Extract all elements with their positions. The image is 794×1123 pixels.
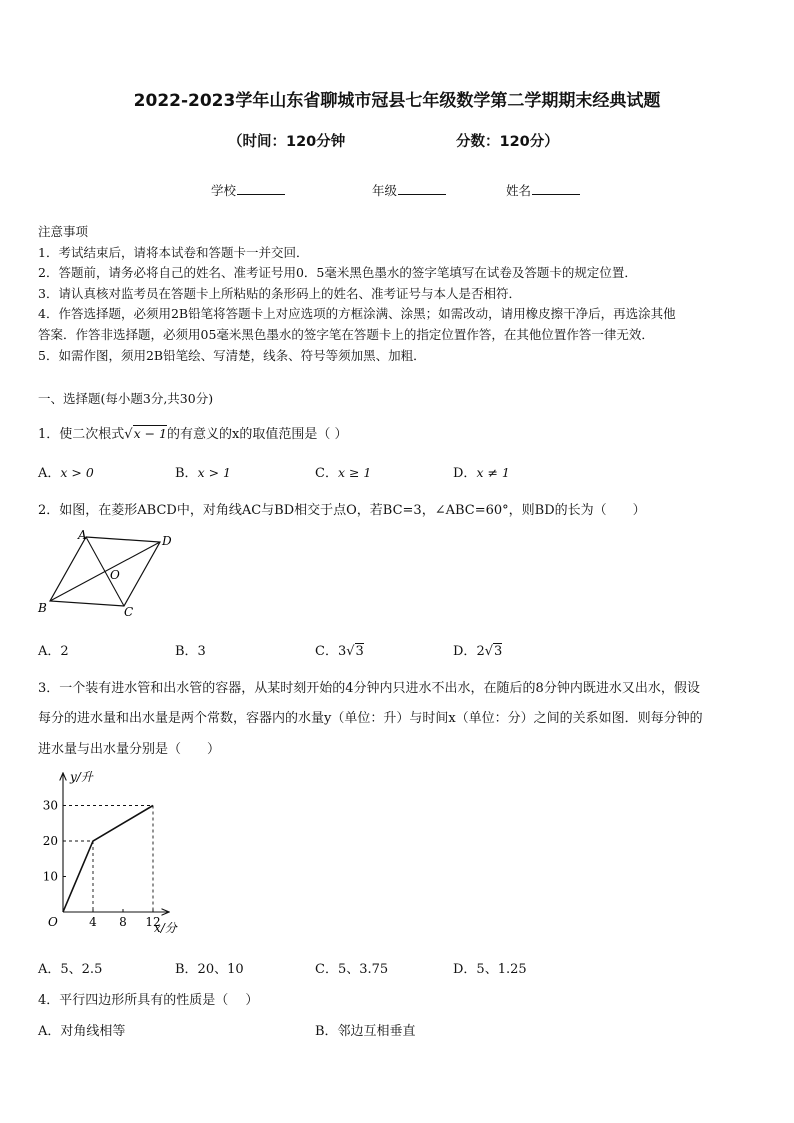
q2-option-d[interactable] — [453, 640, 502, 659]
name-label: 姓名 — [506, 183, 532, 198]
q3-option-b[interactable]: B．20、10 — [175, 962, 244, 977]
question-2: 2．如图，在菱形ABCD中，对角线AC与BD相交于点O，若BC=3，∠ABC=60°，则BD的长为（ ） — [38, 503, 646, 518]
name-blank[interactable] — [532, 182, 580, 195]
q2-option-c[interactable] — [315, 640, 364, 659]
grade-blank[interactable] — [398, 182, 446, 195]
q4-option-a[interactable]: A．对角线相等 — [38, 1024, 126, 1039]
x-tick-label: 12 — [145, 915, 161, 929]
option-value: x ≠ 1 — [476, 465, 510, 480]
school-blank[interactable] — [237, 182, 285, 195]
label-d: D — [162, 534, 172, 548]
option-value: x > 0 — [60, 465, 94, 480]
grade-field[interactable] — [372, 181, 446, 199]
q1-text-pre: 1．使二次根式 — [38, 427, 125, 442]
rhombus-figure — [36, 528, 186, 620]
notes-block — [38, 222, 676, 366]
option-value: x > 1 — [197, 465, 231, 480]
section-heading: 一、选择题(每小题3分,共30分) — [38, 391, 214, 406]
sqrt-symbol: √3 — [484, 644, 503, 659]
q3-option-d[interactable]: D．5、1.25 — [453, 962, 527, 977]
option-coef: 3 — [337, 644, 347, 659]
q4-option-b[interactable]: B．邻边互相垂直 — [315, 1024, 416, 1039]
note-item: 2．答题前，请务必将自己的姓名、准考证号用0．5毫米黑色墨水的签字笔填写在试卷及答题卡的规定位置． — [38, 265, 637, 281]
exam-score: 分数：120分） — [456, 134, 559, 150]
notes-heading: 注意事项 — [38, 224, 89, 239]
question-4: 4．平行四边形所具有的性质是（ ） — [38, 993, 259, 1008]
option-letter: C． — [315, 466, 338, 481]
school-label: 学校 — [211, 183, 237, 198]
option-letter: D． — [453, 644, 477, 659]
q3-option-c[interactable]: C．5、3.75 — [315, 962, 389, 977]
label-a: A — [78, 528, 87, 542]
y-tick-label: 10 — [42, 869, 58, 884]
y-axis-label: y/升 — [70, 770, 93, 784]
q1-option-c[interactable] — [315, 462, 371, 481]
sqrt-symbol: √3 — [346, 644, 364, 659]
q2-option-b[interactable]: B．3 — [175, 644, 206, 659]
option-value: x ≥ 1 — [337, 465, 372, 480]
note-item: 1．考试结束后，请将本试卷和答题卡一并交回． — [38, 244, 309, 260]
q3-option-a[interactable]: A．5、2.5 — [38, 962, 103, 977]
grade-label: 年级 — [372, 183, 398, 198]
x-tick-label: 8 — [119, 915, 127, 929]
option-letter: A． — [38, 466, 61, 481]
label-b: B — [38, 601, 47, 615]
q1-option-d[interactable] — [453, 462, 510, 481]
note-item: 5．如需作图，须用2B铅笔绘、写清楚，线条、符号等须加黑、加粗． — [38, 347, 426, 363]
name-field[interactable] — [506, 181, 580, 199]
y-tick-label: 30 — [42, 798, 58, 813]
q1-radical: √x − 1 — [124, 426, 168, 442]
option-radicand: 3 — [355, 644, 364, 659]
question-3-line-2: 每分的进水量和出水量是两个常数，容器内的水量y（单位：升）与时间x（单位：分）之间的关系如图．则每分钟的 — [38, 711, 703, 726]
origin-label: O — [48, 915, 58, 929]
question-1 — [38, 423, 347, 442]
exam-title: 2022-2023学年山东省聊城市冠县七年级数学第二学期期末经典试题 — [133, 91, 661, 111]
note-item: 3．请认真核对监考员在答题卡上所粘贴的条形码上的姓名、准考证号与本人是否相符． — [38, 285, 521, 301]
exam-time: （时间：120分钟 — [228, 134, 346, 150]
option-coef: 2 — [476, 644, 485, 659]
q1-option-b[interactable] — [175, 462, 231, 481]
q2-option-a[interactable]: A．2 — [38, 644, 69, 659]
school-field[interactable] — [211, 181, 285, 199]
x-axis-label: x/分 — [154, 921, 177, 935]
question-3-line-3: 进水量与出水量分别是（ ） — [38, 742, 221, 757]
label-o: O — [110, 568, 120, 582]
note-item: 答案．作答非选择题，必须用05毫米黑色墨水的签字笔在答题卡上的指定位置作答，在其他位置作答一律无效． — [38, 326, 654, 342]
q1-text-post: 的有意义的x的取值范围是（ ） — [167, 427, 348, 442]
option-letter: B． — [175, 466, 198, 481]
q1-radicand: x − 1 — [133, 426, 168, 441]
option-radicand: 3 — [494, 644, 503, 659]
option-letter: D． — [453, 466, 477, 481]
y-tick-label: 20 — [42, 834, 58, 848]
x-tick-label: 4 — [89, 915, 97, 929]
option-letter: C． — [315, 644, 338, 659]
label-c: C — [124, 605, 134, 619]
water-volume-chart — [36, 766, 186, 942]
question-3-line-1: 3．一个装有进水管和出水管的容器，从某时刻开始的4分钟内只进水不出水，在随后的8分钟内既进水又出水，假设 — [38, 681, 700, 696]
q1-option-a[interactable] — [38, 462, 94, 481]
series-line — [63, 806, 153, 913]
note-item: 4．作答选择题，必须用2B铅笔将答题卡上对应选项的方框涂满、涂黑；如需改动，请用橡皮擦干净后，再选涂其他 — [38, 306, 676, 322]
